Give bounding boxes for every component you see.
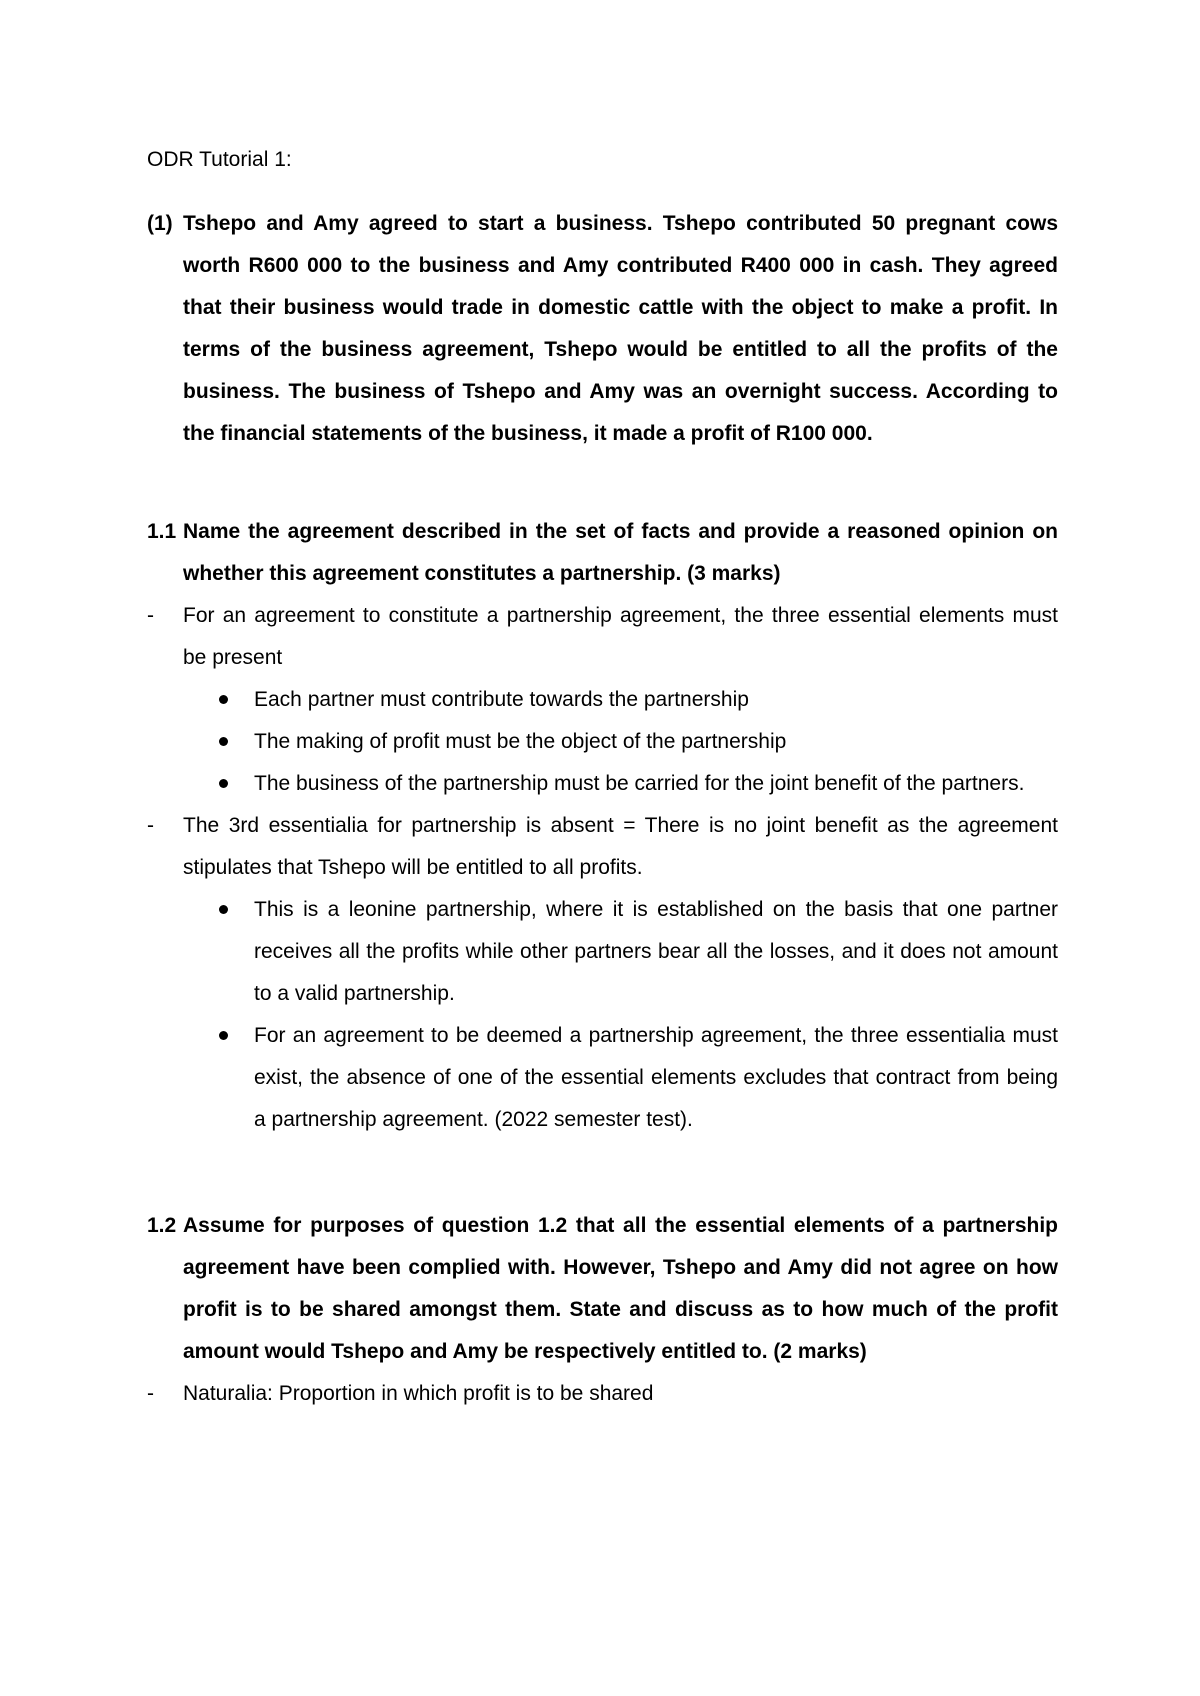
question-1-1 — [147, 511, 1058, 1141]
bullet-item — [147, 721, 1058, 763]
question-1-1-text: Name the agreement described in the set of facts and provide a reasoned opinion on whether this agreement constitutes a partnership. (3 marks) — [183, 520, 1058, 585]
answer-1-2-dash-1: Naturalia: Proportion in which profit is to be shared — [183, 1382, 654, 1405]
answer-dash-item — [147, 595, 1058, 679]
bullet-item — [147, 679, 1058, 721]
question-1 — [147, 203, 1058, 455]
bullet-text: Each partner must contribute towards the partnership — [254, 688, 749, 711]
dash-marker: - — [147, 604, 154, 627]
question-1-2-text: Assume for purposes of question 1.2 that all the essential elements of a partnership agreement have been complied with. However, Tshepo and Amy did not agree on how profit is to be shared amongst them. State and discuss as to how much of the profit amount would Tshepo and Amy be respectively entitled to. (2 marks) — [183, 1214, 1058, 1363]
bullet-item — [147, 1015, 1058, 1141]
document-title: ODR Tutorial 1: — [147, 148, 292, 171]
bullet-item — [147, 763, 1058, 805]
answer-dash-item — [147, 1373, 1058, 1415]
question-1-1-number: 1.1 — [147, 520, 177, 543]
question-1-2 — [147, 1205, 1058, 1415]
dash-marker: - — [147, 1382, 154, 1405]
bullet-text: The making of profit must be the object of the partnership — [254, 730, 787, 753]
question-1-2-number: 1.2 — [147, 1214, 177, 1237]
bullet-text: This is a leonine partnership, where it is established on the basis that one partner receives all the profits while other partners bear all the losses, and it does not amount to a valid partnership. — [254, 898, 1058, 1005]
bullet-item — [147, 889, 1058, 1015]
bullet-text: For an agreement to be deemed a partnership agreement, the three essentialia must exist, the absence of one of the essential elements excludes that contract from being a partnership agreement. (2022 semester test). — [254, 1024, 1058, 1131]
dash-marker: - — [147, 814, 154, 837]
question-1-1-row — [147, 511, 1058, 595]
answer-dash-item — [147, 805, 1058, 889]
question-1-text: Tshepo and Amy agreed to start a business. Tshepo contributed 50 pregnant cows worth R600 000 to the business and Amy contributed R400 000 in cash. They agreed that their business would trade in domestic cattle with the object to make a profit. In terms of the business agreement, Tshepo would be entitled to all the profits of the business. The business of Tshepo and Amy was an overnight success. According to the financial statements of the business, it made a profit of R100 000. — [183, 212, 1058, 445]
answer-1-1-dash-2: The 3rd essentialia for partnership is absent = There is no joint benefit as the agreement stipulates that Tshepo will be entitled to all profits. — [183, 814, 1058, 879]
question-1-2-row — [147, 1205, 1058, 1373]
bullet-text: The business of the partnership must be carried for the joint benefit of the partners. — [254, 772, 1025, 795]
bullet-dot — [219, 1031, 228, 1040]
bullet-dot — [219, 779, 228, 788]
question-1-number: (1) — [147, 212, 173, 235]
question-1-row — [147, 203, 1058, 455]
answer-1-1-dash-1: For an agreement to constitute a partnership agreement, the three essential elements must be present — [183, 604, 1058, 669]
bullet-dot — [219, 737, 228, 746]
bullet-dot — [219, 905, 228, 914]
bullet-dot — [219, 695, 228, 704]
